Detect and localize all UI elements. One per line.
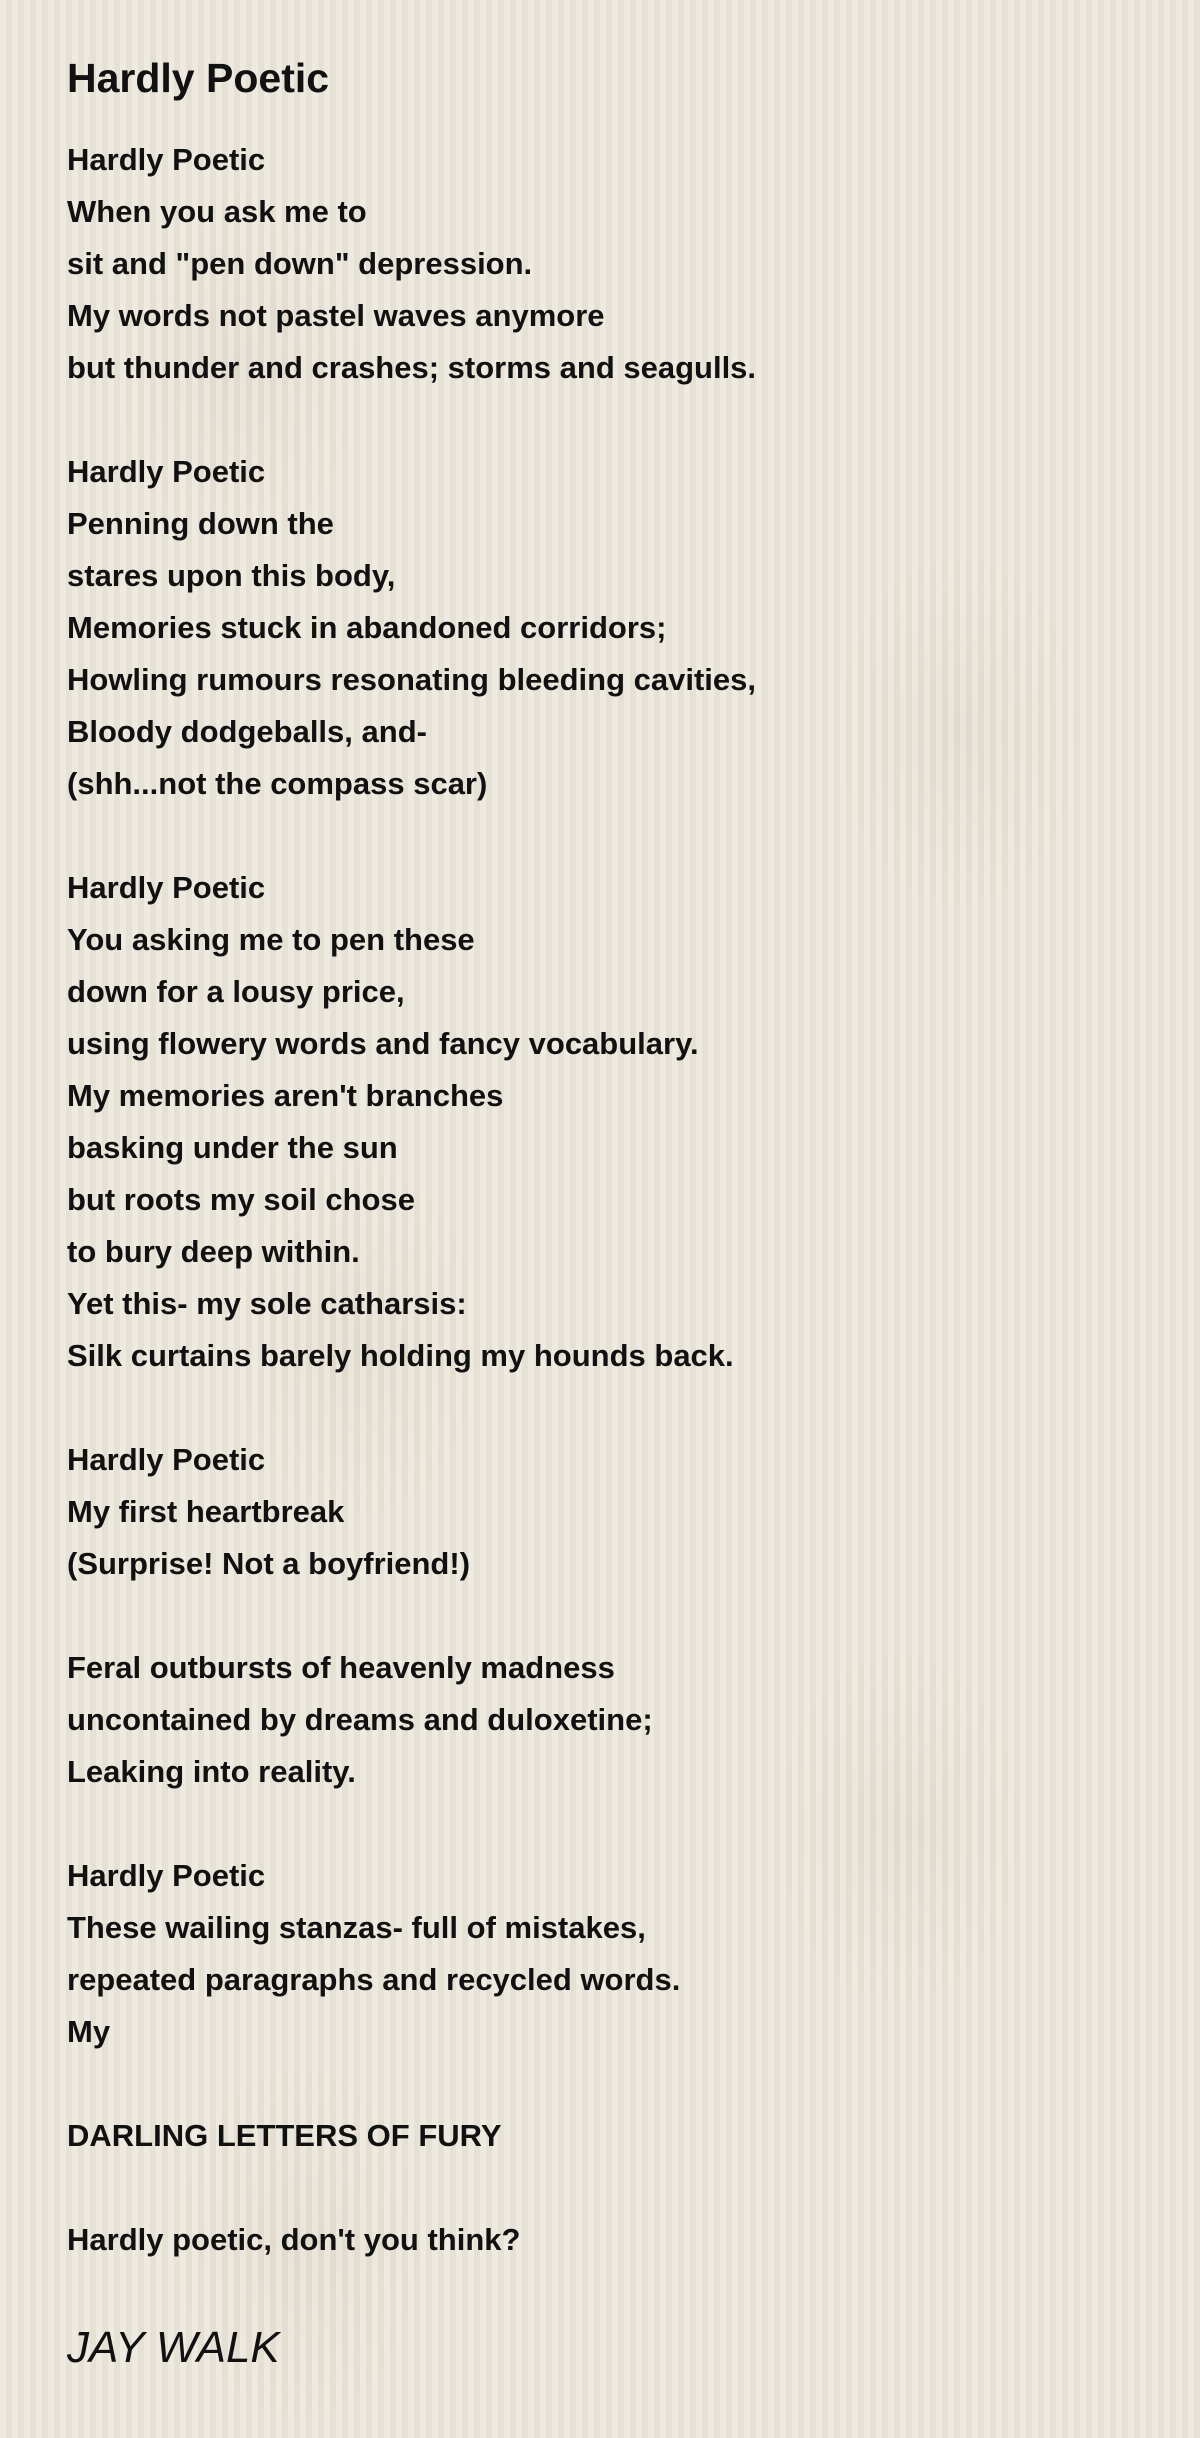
poem-line: Memories stuck in abandoned corridors; — [67, 610, 667, 645]
poem-line: My words not pastel waves anymore — [67, 298, 605, 333]
poem-line: down for a lousy price, — [67, 974, 405, 1009]
poem-line: (Surprise! Not a boyfriend!) — [67, 1546, 471, 1581]
poem-line: Hardly Poetic — [67, 870, 266, 905]
poem-page — [67, 48, 1147, 2378]
stanza — [67, 1642, 1147, 1798]
stanza — [67, 1434, 1147, 1590]
author-signature: JAY WALK — [67, 2323, 280, 2372]
poem-line: to bury deep within. — [67, 1234, 360, 1269]
poem-line: These wailing stanzas- full of mistakes, — [67, 1910, 646, 1945]
stanza — [67, 134, 1147, 394]
poem-line: Hardly poetic, don't you think? — [67, 2222, 521, 2257]
poem-line: Howling rumours resonating bleeding cavities, — [67, 662, 757, 697]
poem-line: Hardly Poetic — [67, 1858, 266, 1893]
poem-line: Leaking into reality. — [67, 1754, 356, 1789]
poem-line: repeated paragraphs and recycled words. — [67, 1962, 681, 1997]
poem-line: Silk curtains barely holding my hounds back. — [67, 1338, 734, 1373]
poem-line: Penning down the — [67, 506, 334, 541]
poem-line: You asking me to pen these — [67, 922, 475, 957]
poem-title: Hardly Poetic — [67, 55, 330, 101]
stanza — [67, 446, 1147, 810]
stanza — [67, 2214, 1147, 2266]
poem-line: My — [67, 2014, 111, 2049]
poem-line: Yet this- my sole catharsis: — [67, 1286, 467, 1321]
poem-line: DARLING LETTERS OF FURY — [67, 2118, 502, 2153]
poem-line: Hardly Poetic — [67, 454, 266, 489]
poem-line: Bloody dodgeballs, and- — [67, 714, 427, 749]
poem-line: but roots my soil chose — [67, 1182, 415, 1217]
poem-line: When you ask me to — [67, 194, 367, 229]
poem-line: (shh...not the compass scar) — [67, 766, 488, 801]
poem-line: but thunder and crashes; storms and seagulls. — [67, 350, 757, 385]
poem-line: sit and "pen down" depression. — [67, 246, 533, 281]
poem-line: Hardly Poetic — [67, 142, 266, 177]
poem-line: uncontained by dreams and duloxetine; — [67, 1702, 653, 1737]
poem-line: Feral outbursts of heavenly madness — [67, 1650, 615, 1685]
poem-line: My memories aren't branches — [67, 1078, 504, 1113]
poem-line: using flowery words and fancy vocabulary. — [67, 1026, 699, 1061]
stanza — [67, 862, 1147, 1382]
stanza — [67, 1850, 1147, 2058]
poem-body — [67, 134, 1147, 2266]
stanza — [67, 2110, 1147, 2162]
poem-line: My first heartbreak — [67, 1494, 345, 1529]
poem-line: basking under the sun — [67, 1130, 398, 1165]
poem-line: Hardly Poetic — [67, 1442, 266, 1477]
poem-line: stares upon this body, — [67, 558, 396, 593]
